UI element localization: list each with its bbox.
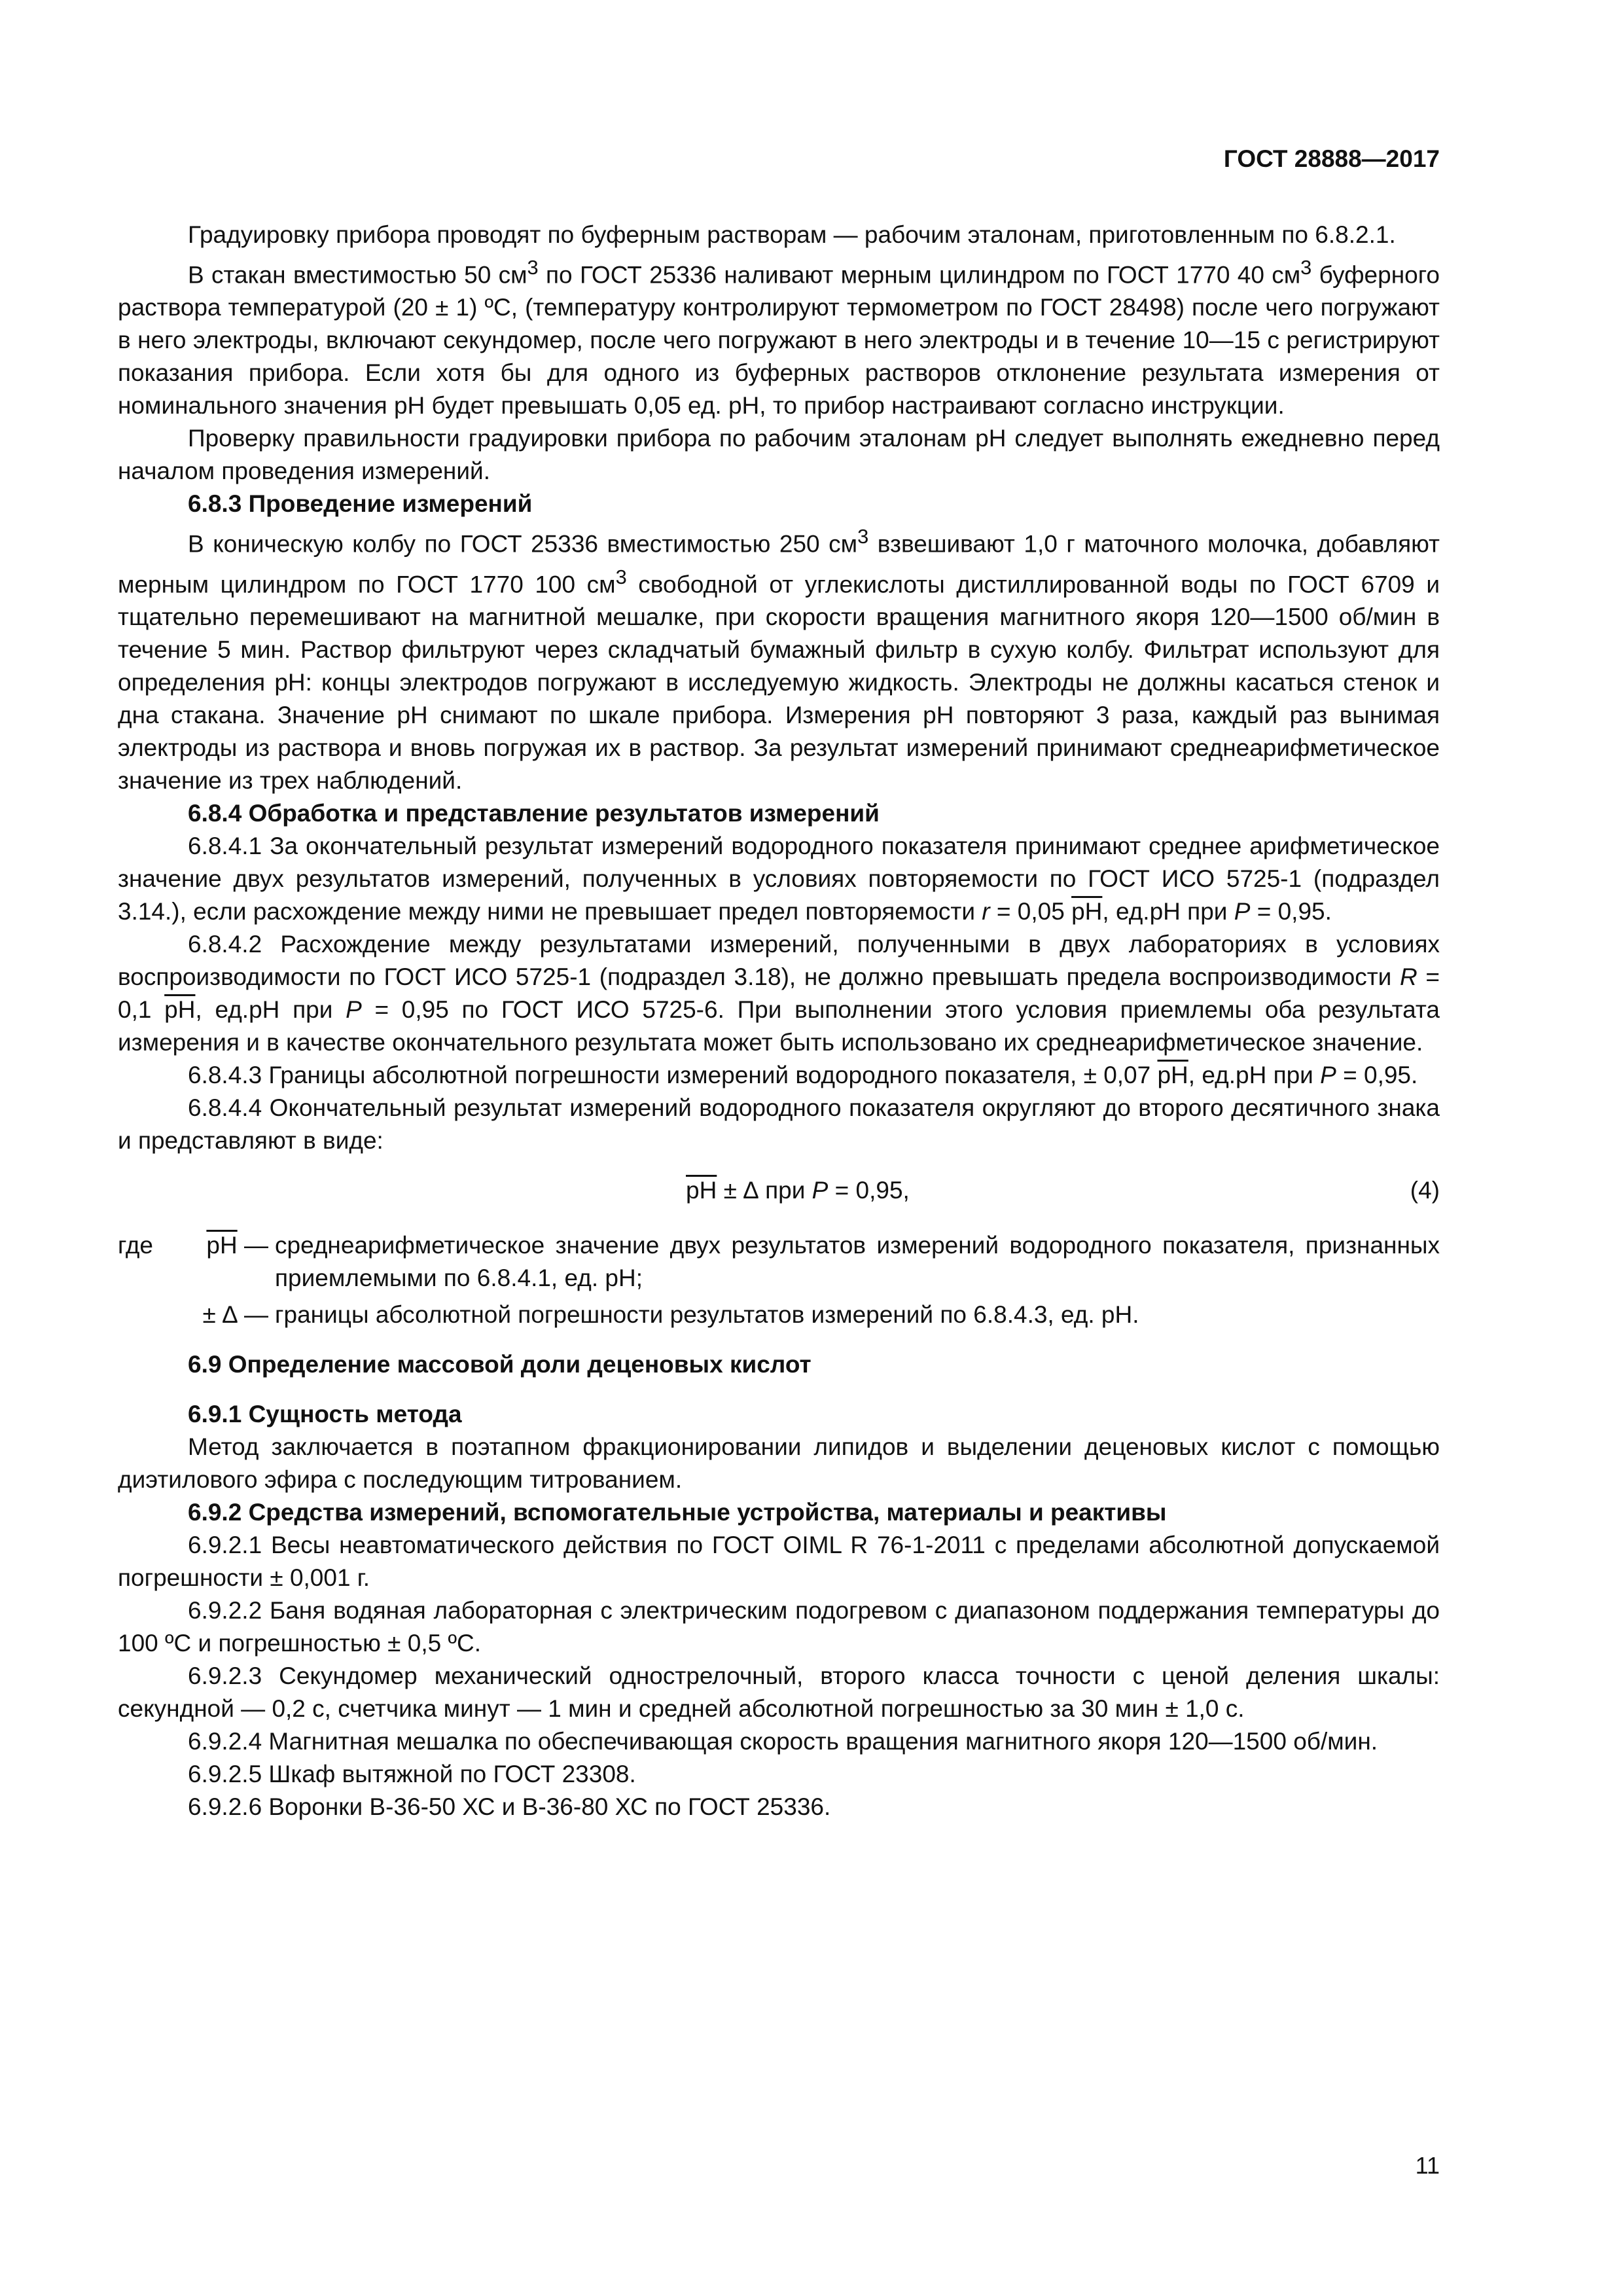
superscript: 3	[527, 256, 539, 279]
paragraph: Проверку правильности градуировки прибора по рабочим эталонам рН следует выполнять ежедневно перед началом проведения измерений.	[118, 425, 1440, 485]
where-description: среднеарифметическое значение двух результатов измерений водородного показателя, признанных приемлемыми по 6.8.4.1, ед. рН;	[275, 1231, 1440, 1291]
section-heading: 6.9 Определение массовой доли деценовых кислот	[188, 1350, 812, 1378]
variable-p: P	[812, 1176, 829, 1204]
paragraph	[118, 928, 1440, 1059]
text-run: 6.8.4.2 Расхождение между результатами измерений, полученными в двух лабораториях в условиях воспроизводимости по ГОСТ ИСО 5725-1 (подраздел 3.18), не должно превышать предела воспроизводимости	[118, 930, 1440, 990]
ph-mean-symbol: рН	[1071, 897, 1103, 925]
text-run: В стакан вместимостью 50 см	[188, 261, 527, 289]
paragraph: 6.9.2.4 Магнитная мешалка по обеспечивающая скорость вращения магнитного якоря 120—1500 об/мин.	[188, 1727, 1378, 1755]
text-run: взвешивают 1,0 г маточного молочка, добавляют мерным цилиндром по ГОСТ 1770 100 см	[118, 530, 1440, 598]
variable-p: P	[346, 996, 362, 1023]
paragraph	[118, 520, 1440, 797]
paragraph: 6.9.2.1 Весы неавтоматического действия по ГОСТ OIML R 76-1-2011 с пределами абсолютной допускаемой погрешности ± 0,001 г.	[118, 1531, 1440, 1591]
text-run: В коническую колбу по ГОСТ 25336 вместимостью 250 см	[188, 530, 858, 558]
where-description: границы абсолютной погрешности результатов измерений по 6.8.4.3, ед. рН.	[275, 1300, 1139, 1328]
paragraph: 6.8.4.4 Окончательный результат измерений водородного показателя округляют до второго десятичного знака и представляют в виде:	[118, 1094, 1440, 1154]
text-run: = 0,95.	[1336, 1061, 1418, 1088]
dash: —	[237, 1231, 268, 1259]
text-run: = 0,95.	[1250, 897, 1332, 925]
text-run: буферного раствора температурой (20 ± 1) ºС, (температуру контролируют термометром по ГОСТ 28498) после чего погружают в него электроды, включают секундомер, после чего погружают в него электроды и в течение 10—15 с регистрируют показания прибора. Если хотя бы для одного из буферных растворов отклонение результата измерения от номинального значения рН будет превышать 0,05 ед. рН, то прибор настраивают согласно инструкции.	[118, 261, 1440, 420]
superscript: 3	[1300, 256, 1312, 279]
page-number: 11	[1415, 2152, 1440, 2179]
text-run: , ед.рН при	[1102, 897, 1234, 925]
variable-r-upper: R	[1400, 963, 1418, 990]
text-run: = 0,1	[118, 963, 1440, 1023]
formula-4	[118, 1157, 1440, 1220]
where-lead: где	[118, 1231, 154, 1259]
superscript: 3	[615, 565, 627, 588]
paragraph: 6.9.2.2 Баня водяная лабораторная с электрическим подогревом с диапазоном поддержания температуры до 100 ºС и погрешностью ± 0,5 ºС.	[118, 1596, 1440, 1657]
section-heading: 6.9.1 Сущность метода	[188, 1400, 462, 1427]
where-symbol	[190, 1229, 268, 1295]
variable-p: P	[1234, 897, 1251, 925]
paragraph: 6.9.2.3 Секундомер механический однострелочный, второго класса точности с ценой деления шкалы: секундной — 0,2 с, счетчика минут — 1 мин и средней абсолютной погрешностью за 30 мин ± 1,0 с.	[118, 1662, 1440, 1722]
text-run: = 0,95,	[828, 1176, 910, 1204]
text-run: = 0,05	[990, 897, 1072, 925]
superscript: 3	[857, 525, 869, 548]
text-run: 6.8.4.1 За окончательный результат измерений водородного показателя принимают среднее арифметическое значение двух результатов измерений, полученных в условиях повторяемости по ГОСТ ИСО 5725-1 (подраздел 3.14.), если расхождение между ними не превышает предел повторяемости	[118, 832, 1440, 925]
variable-p: P	[1320, 1061, 1336, 1088]
text-run: = 0,95 по ГОСТ ИСО 5725-6. При выполнении этого условия приемлемы оба результата измерения и в качестве окончательного результата может быть использовано их среднеарифметическое значение.	[118, 996, 1440, 1056]
text-run: ± ∆ при	[717, 1176, 812, 1204]
variable-r: r	[982, 897, 990, 925]
ph-mean-symbol: рН	[164, 996, 196, 1023]
text-run: 6.8.4.3 Границы абсолютной погрешности измерений водородного показателя, ± 0,07	[188, 1061, 1158, 1088]
doc-code-header: ГОСТ 28888—2017	[1223, 145, 1440, 172]
paragraph: 6.9.2.6 Воронки В-36-50 ХС и В-36-80 ХС по ГОСТ 25336.	[188, 1793, 831, 1820]
text-run: свободной от углекислоты дистиллированной воды по ГОСТ 6709 и тщательно перемешивают на магнитной мешалке, при скорости вращения магнитного якоря 120—1500 об/мин в течение 5 мин. Раствор фильтруют через складчатый бумажный фильтр в сухую колбу. Фильтрат используют для определения рН: концы электродов погружают в исследуемую жидкость. Электроды не должны касаться стенок и дна стакана. Значение рН снимают по шкале прибора. Измерения рН повторяют 3 раза, каждый раз вынимая электроды из раствора и вновь погружая их в раствор. За результат измерений принимают среднеарифметическое значение из трех наблюдений.	[118, 570, 1440, 794]
section-heading: 6.9.2 Средства измерений, вспомогательные устройства, материалы и реактивы	[188, 1498, 1167, 1526]
where-item-delta	[118, 1299, 1440, 1331]
ph-mean-symbol: рН	[206, 1231, 238, 1259]
paragraph: 6.9.2.5 Шкаф вытяжной по ГОСТ 23308.	[188, 1760, 636, 1787]
text-run: , ед.рН при	[1188, 1061, 1321, 1088]
text-run: по ГОСТ 25336 наливают мерным цилиндром по ГОСТ 1770 40 см	[538, 261, 1301, 289]
ph-mean-symbol: рН	[686, 1176, 717, 1204]
where-item-ph	[118, 1229, 1440, 1295]
section-heading: 6.8.3 Проведение измерений	[188, 490, 533, 518]
where-symbol: ± ∆ —	[202, 1300, 268, 1328]
section-heading: 6.8.4 Обработка и представление результатов измерений	[188, 799, 880, 827]
paragraph	[118, 830, 1440, 928]
text-run: , ед.рН при	[195, 996, 346, 1023]
formula-expression	[686, 1174, 910, 1207]
paragraph	[118, 251, 1440, 422]
ph-mean-symbol: рН	[1157, 1061, 1188, 1088]
paragraph: Метод заключается в поэтапном фракционировании липидов и выделении деценовых кислот с помощью диэтилового эфира с последующим титрованием.	[118, 1433, 1440, 1493]
document-page	[118, 0, 1440, 2296]
paragraph: Градуировку прибора проводят по буферным растворам — рабочим эталонам, приготовленным по 6.8.2.1.	[188, 221, 1396, 248]
paragraph	[118, 1059, 1440, 1092]
page-content	[118, 219, 1440, 1823]
formula-number: (4)	[1410, 1176, 1440, 1204]
